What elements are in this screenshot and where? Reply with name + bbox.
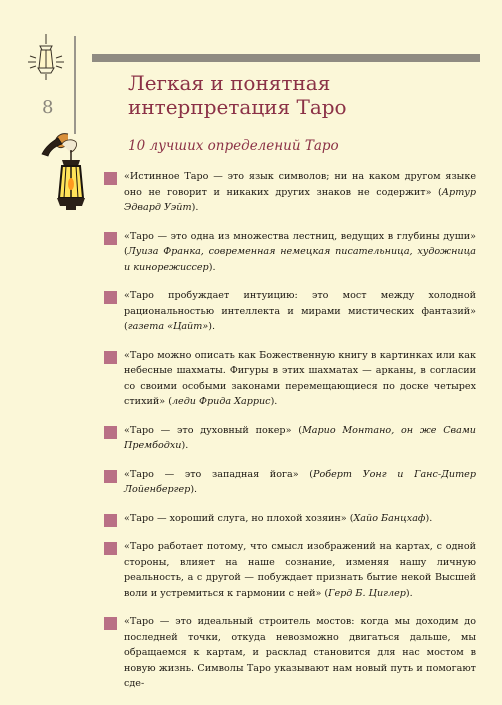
- list-item: [104, 539, 476, 601]
- square-bullet-icon: [104, 351, 117, 364]
- quote-attribution: газета «Цайт»: [127, 321, 209, 332]
- quote-text: [124, 511, 476, 527]
- square-bullet-icon: [104, 542, 117, 555]
- quote-attribution: Хайо Банцхаф: [353, 512, 426, 524]
- square-bullet-icon: [104, 172, 117, 185]
- list-item: [104, 288, 476, 335]
- quote-tail: ).: [190, 484, 198, 495]
- quote-body: «Таро можно описать как Божественную книгу в картинках или как небесные шахматы. Фигуры в этих шахматах — арканы, в согласии со своими особыми законами перемещающиеся по доске четырех стихий» (: [124, 349, 476, 407]
- quote-text: [124, 614, 476, 692]
- quote-body: «Таро — это одна из множества лестниц, ведущих в глубины души» (: [124, 230, 476, 257]
- square-bullet-icon: [104, 514, 117, 527]
- quote-attribution: леди Фрида Харрис: [171, 396, 271, 407]
- section-subtitle: 10 лучших определений Таро: [128, 138, 339, 154]
- quote-body: «Таро пробуждает интуицию: это мост между холодной рациональностью интеллекта и мирами мистических фантазий» (: [124, 290, 476, 332]
- quote-text: [124, 539, 476, 601]
- quote-text: [124, 229, 476, 276]
- hanging-lantern-icon: [26, 34, 66, 82]
- page-title: [128, 71, 468, 119]
- quote-text: [124, 169, 476, 216]
- square-bullet-icon: [104, 426, 117, 439]
- square-bullet-icon: [104, 470, 117, 483]
- quote-body: «Таро — это идеальный строитель мостов: когда мы доходим до последней точки, откуда невозможно двигаться дальше, мы обращаемся к картам, и расклад становится для нас мостом в новую жизнь. Символы Таро указывают нам новый путь и помогают сде-: [124, 616, 476, 689]
- quote-attribution: Луиза Франка, современная немецкая писательница, художница и кинорежиссер: [124, 246, 476, 273]
- quote-text: [124, 467, 476, 498]
- quote-tail: ).: [208, 261, 216, 273]
- list-item: [104, 511, 476, 527]
- quote-tail: ).: [425, 512, 433, 524]
- quote-text: [124, 288, 476, 335]
- page-title-line: интерпретация Таро: [128, 95, 347, 119]
- hand-held-lantern-icon: [38, 130, 94, 216]
- quote-body: «Таро — это западная йога» (: [124, 468, 314, 480]
- quote-tail: ).: [270, 396, 278, 407]
- list-item: [104, 348, 476, 410]
- page-number: 8: [42, 97, 54, 118]
- list-item: [104, 423, 476, 454]
- list-item: [104, 467, 476, 498]
- quote-text: [124, 423, 476, 454]
- quote-body: «Таро — хороший слуга, но плохой хозяин» (: [124, 512, 354, 524]
- quote-body: «Таро — это духовный покер» (: [124, 424, 302, 436]
- quote-tail: ).: [191, 202, 199, 213]
- quote-attribution: Марио Монтано, он же Свами Прембодхи: [124, 424, 476, 451]
- list-item: [104, 614, 476, 692]
- square-bullet-icon: [104, 617, 117, 630]
- square-bullet-icon: [104, 291, 117, 304]
- quote-attribution: Роберт Уонг и Ганс-Дитер Лойенбергер: [124, 468, 477, 495]
- header-rule: [92, 54, 480, 62]
- quote-list: [104, 169, 476, 705]
- quote-attribution: Артур Эдвард Уэйт: [124, 186, 476, 213]
- list-item: [104, 169, 476, 216]
- quote-attribution: Герд Б. Циглер: [328, 587, 406, 599]
- page-title-line: Легкая и понятная: [128, 71, 331, 95]
- quote-tail: ).: [405, 587, 413, 599]
- quote-body: «Таро работает потому, что смысл изображений на картах, с одной стороны, влияет на наше сознание, изменяя нашу личную реальность, а с другой — побуждает признать бытие некой Высшей воли и устремиться к гармонии с ней» (: [124, 541, 476, 599]
- quote-tail: ).: [181, 440, 189, 451]
- list-item: [104, 229, 476, 276]
- quote-text: [124, 348, 476, 410]
- quote-body: «Истинное Таро — это язык символов; ни на каком другом языке оно не говорит и никаких других знаков не содержит» (: [124, 171, 476, 198]
- square-bullet-icon: [104, 232, 117, 245]
- quote-tail: ).: [208, 321, 215, 332]
- margin-rule: [74, 36, 76, 134]
